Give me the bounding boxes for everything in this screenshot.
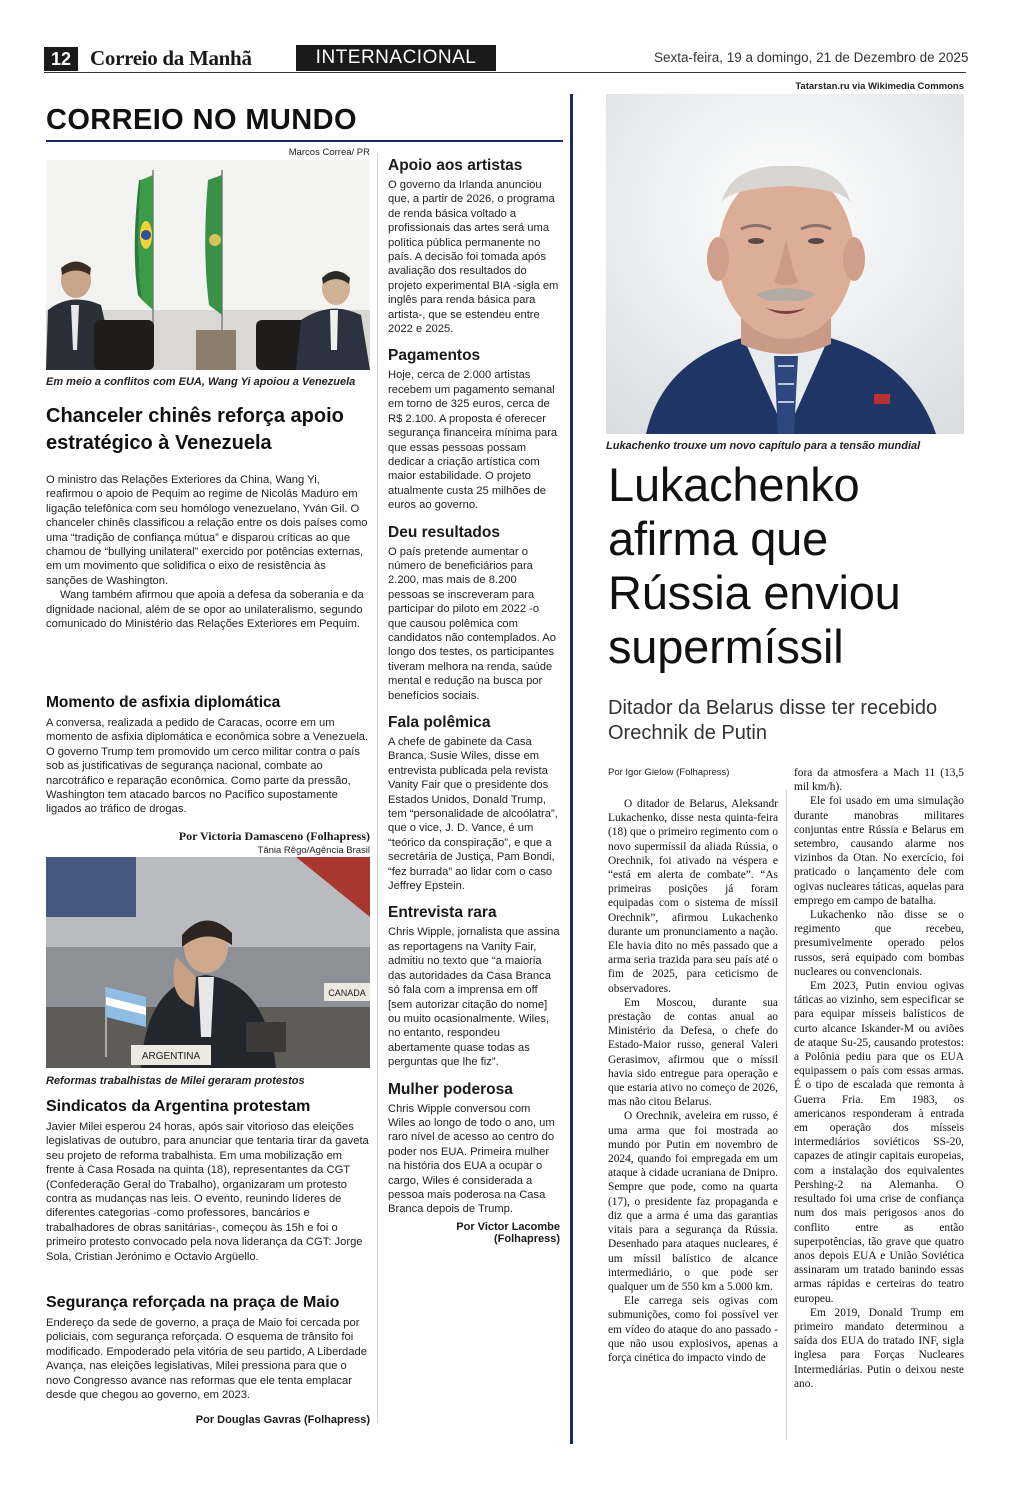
brief-title: Mulher poderosa [388, 1080, 513, 1098]
photo-milei [46, 857, 370, 1068]
story-subhead: Segurança reforçada na praça de Maio [46, 1294, 340, 1311]
brief-text: Hoje, cerca de 2.000 artistas recebem um pagamento semanal em torno de 325 euros, cerca de R$ 2.100. A proposta é oferecer segurança financeira mínima para que essas pessoas possam dedicar a criação artística com maior estabilidade. O projeto atualmente custa 25 milhões de euros ao governo. [388, 369, 558, 512]
lead-column-1 [608, 797, 778, 1365]
story-body [46, 473, 370, 631]
story-subhead: Momento de asfixia diplomática [46, 694, 281, 711]
brief-title: Pagamentos [388, 347, 481, 365]
section-tag: INTERNACIONAL [296, 45, 496, 71]
story-headline: Sindicatos da Argentina protestam [46, 1098, 311, 1115]
nameplate-canada: CANADA [328, 988, 366, 998]
photo-caption: Reformas trabalhistas de Milei geraram protestos [46, 1075, 305, 1087]
brief-text: O país pretende aumentar o número de beneficiários para 2.200, mas mais de 8.200 pessoas se inscreveram para participar do piloto em 2022 -o que causou polêmica com candidatos não contemplados. Ao longo dos testes, os participantes tiveram melhora na renda, saúde mental e redução na busca por benefícios sociais. [388, 545, 556, 702]
brief-text: O governo da Irlanda anunciou que, a partir de 2026, o programa de renda básica voltado a profissionais das artes será uma política pública permanente no país. A decisão foi tomada após avaliação dos resultados do projeto experimental BIA -sigla em inglês para renda básica para artista-, que se estendeu entre 2022 e 2025. [388, 179, 559, 336]
lead-paragraph: Em 2019, Donald Trump em primeiro mandato determinou a saída dos EUA do tratado INF, sigla inglesa para Forças Nucleares Intermediárias. Putin o deixou neste ano. [794, 1306, 964, 1390]
story-paragraph: O ministro das Relações Exteriores da China, Wang Yi, reafirmou o apoio de Pequim ao regime de Nicolás Maduro em ligação telefônica com seu homólogo venezuelano, Yván Gil. O chanceler chinês classificou a relação entre os dois países como uma “tradição de confiança mútua” e disparou críticas ao que chamou de “bullying unilateral” exercido por potências externas, em um movimento que solidifica o eixo de resistência às sanções de Washington. [46, 474, 368, 587]
masthead: Correio da Manhã [90, 46, 252, 70]
column-divider [377, 153, 378, 1423]
story-paragraph: Endereço da sede de governo, a praça de Maio foi cercada por policiais, com segurança reforçada. O esquema de trânsito foi modificado. Empoderado pela vitória de seu partido, A Liberdade Avança, nas eleições legislativas, Milei pressiona para que o novo Congresso avance nas reformas que ele tenta emplacar desde que chegou ao governo, em 2023. [46, 1317, 367, 1402]
story-byline: Por Victoria Damasceno (Folhapress) [178, 829, 370, 843]
lead-paragraph: Em Moscou, durante sua prestação de contas anual ao Ministério da Defesa, o chefe do Estado-Maior russo, general Valeri Gerasimov, afirmou que o míssil havia sido entregue para operação e que estaria ativo no começo de 2026, mas não citou Belarus. [608, 996, 778, 1109]
lead-paragraph: O Orechnik, aveleira em russo, é uma arma que foi mostrada ao mundo por Putin em novembro de 2024, quando foi empregada em um ataque à cidade ucraniana de Dnipro. Sempre que pode, como na quarta (17), o presidente faz propaganda e diz que a arma é uma das garantias vitais para a segurança da Rússia. Desenhado para ataques nucleares, é um míssil balístico de alcance intermediário, o que pode ser qualquer um de 550 km a 5.000 km. [608, 1110, 778, 1293]
photo-credit: Tânia Rêgo/Agência Brasil [257, 845, 370, 856]
brief-title: Entrevista rara [388, 904, 497, 922]
sidebar-briefs [388, 156, 560, 1245]
brief-byline: (Folhapress) [493, 1232, 560, 1245]
lead-paragraph: Ele carrega seis ogivas com submunições, como foi possível ver em vídeo do ataque do ano passado -que não usou explosivos, apenas a força cinética do impacto vindo de [608, 1295, 778, 1364]
column-divider [786, 790, 787, 1440]
lead-paragraph: O ditador de Belarus, Aleksandr Lukachenko, disse nesta quinta-feira (18) que o primeiro regimento com o novo supermíssil da aliada Rússia, o Orechnik, foi ativado na véspera e “está em alerta de combate”. “As primeiras posições já foram equipadas com o sistema de míssil Orechnik”, afirmou Lukachenko durante um pronunciamento a nação. Ele havia dito no mês passado que a arma seria trazida para seu país até o fim de 2025, para ceticismo de observadores. [608, 798, 778, 995]
lead-headline: Lukachenko afirma que Rússia enviou supermíssil [608, 458, 901, 673]
photo-lukachenko [606, 94, 964, 434]
brief-byline: Por Victor Lacombe [456, 1220, 560, 1233]
section-title: CORREIO NO MUNDO [46, 104, 357, 136]
photo-credit: Marcos Correa/ PR [288, 147, 370, 158]
header-divider [44, 72, 966, 73]
lead-column-2 [794, 766, 964, 1391]
issue-date: Sexta-feira, 19 a domingo, 21 de Dezembro de 2025 [654, 50, 969, 65]
lead-paragraph: Em 2023, Putin enviou ogivas táticas ao vizinho, sem especificar se para equipar mísseis balísticos de curto alcance Iskander-M ou aviões de ataque Su-25, causando protestos: a Polônia pediu para que os EUA equipassem o país com essas armas. É o tipo de escalada que remonta à Guerra Fria. Em 1983, os americanos responderam à entrada em operação dos mísseis intermediários soviéticos SS-20, capazes de atingir capitais europeias, com a instalação dos equivalentes Pershing-2 na Alemanha. O resultado foi uma crise de confiança num dos mais perigosos anos do conflito entre as então superpotências, tão grave que quatro anos depois EUA e União Soviética assinaram um tratado banindo essas armas rápidas e certeiras do teatro europeu. [794, 980, 964, 1305]
lead-paragraph: Ele foi usado em uma simulação durante manobras militares conjuntas entre Rússia e Belarus em setembro, causando alarme nos vizinhos da Otan. No exercício, foi praticado o lançamento dele com ogivas nucleares táticas, aquelas para emprego em campo de batalha. [794, 795, 964, 907]
brief-title: Deu resultados [388, 523, 500, 541]
story-paragraph: Wang também afirmou que apoia a defesa da soberania e da dignidade nacional, além de se opor ao unilateralismo, segundo comunicado do Ministério das Relações Exteriores em Pequim. [46, 589, 364, 631]
lead-paragraph: fora da atmosfera a Mach 11 (13,5 mil km/h). [794, 767, 964, 794]
photo-credit: Tatarstan.ru via Wikimedia Commons [795, 81, 964, 92]
brief-text: A chefe de gabinete da Casa Branca, Susie Wiles, disse em entrevista publicada pela revista Vanity Fair que o presidente dos Estados Unidos, Donald Trump, tem “personalidade de alcoólatra”, que o vice, J. D. Vance, é um “teórico da conspiração”, e que a secretária de Justiça, Pam Bondi, “fez burrada” ao lidar com o caso Jeffrey Epstein. [388, 736, 558, 893]
brief-title: Apoio aos artistas [388, 157, 523, 174]
section-title-underline [46, 140, 563, 142]
nameplate-argentina: ARGENTINA [141, 1051, 201, 1062]
lead-byline: Por Igor Gielow (Folhapress) [608, 767, 730, 778]
photo-caption: Lukachenko trouxe um novo capítulo para a tensão mundial [606, 440, 921, 452]
lead-subtitle: Ditador da Belarus disse ter recebido Orechnik de Putin [608, 697, 938, 744]
story-paragraph: A conversa, realizada a pedido de Caracas, ocorre em um momento de asfixia diplomática e econômica sobre a Venezuela. O governo Trump tem promovido um cerco militar contra o país sob as justificativas de segurança nacional, combate ao narcotráfico e reparação econômica. Como parte da pressão, Washington tem atacado barcos no Pacífico supostamente ligados ao tráfico de drogas. [46, 717, 369, 816]
story-byline: Por Douglas Gavras (Folhapress) [195, 1414, 370, 1426]
story-paragraph: Javier Milei esperou 24 horas, após sair vitorioso das eleições legislativas de outubro, para anunciar que tentaria tirar da gaveta seu projeto de reforma trabalhista. Em uma mobilização em frente à Casa Rosada na quinta (18), representantes da CGT (Confederação Geral do Trabalho), organizaram um protesto contra as mudanças nas leis. O evento, reunindo líderes de diferentes categorias -como professores, bancários e trabalhadores de obras sanitárias-, começou às 15h e foi o primeiro protesto convocado pela nova liderança da CGT: Jorge Sola, Cristian Jerónimo e Octavio Argüello. [46, 1121, 369, 1263]
story-headline: Chanceler chinês reforça apoio estratégico à Venezuela [46, 405, 344, 454]
brief-text: Chris Wipple conversou com Wiles ao longo de todo o ano, um raro nível de acesso ao centro do poder nos EUA. Primeira mulher na história dos EUA a ocupar o cargo, Wiles é considerada a pessoa mais poderosa na Casa Branca depois de Trump. [388, 1102, 555, 1216]
lead-paragraph: Lukachenko não disse se o regimento que recebeu, presumivelmente operado pelos russos, será equipado com bombas nucleares ou convencionais. [794, 909, 964, 978]
photo-wang-yi-meeting [46, 160, 370, 370]
section-divider [570, 94, 573, 1444]
brief-text: Chris Wipple, jornalista que assina as reportagens na Vanity Fair, admitiu no texto que “a maioria das autoridades da Casa Branca só fala com a imprensa em off [sem autorizar citação do nome] ou muito ocasionalmente. Wiles, no entanto, respondeu abertamente quase todas as perguntas que lhe fiz”. [388, 926, 560, 1069]
page-number: 12 [44, 47, 78, 71]
brief-title: Fala polêmica [388, 714, 491, 731]
photo-caption: Em meio a conflitos com EUA, Wang Yi apoiou a Venezuela [46, 376, 356, 388]
